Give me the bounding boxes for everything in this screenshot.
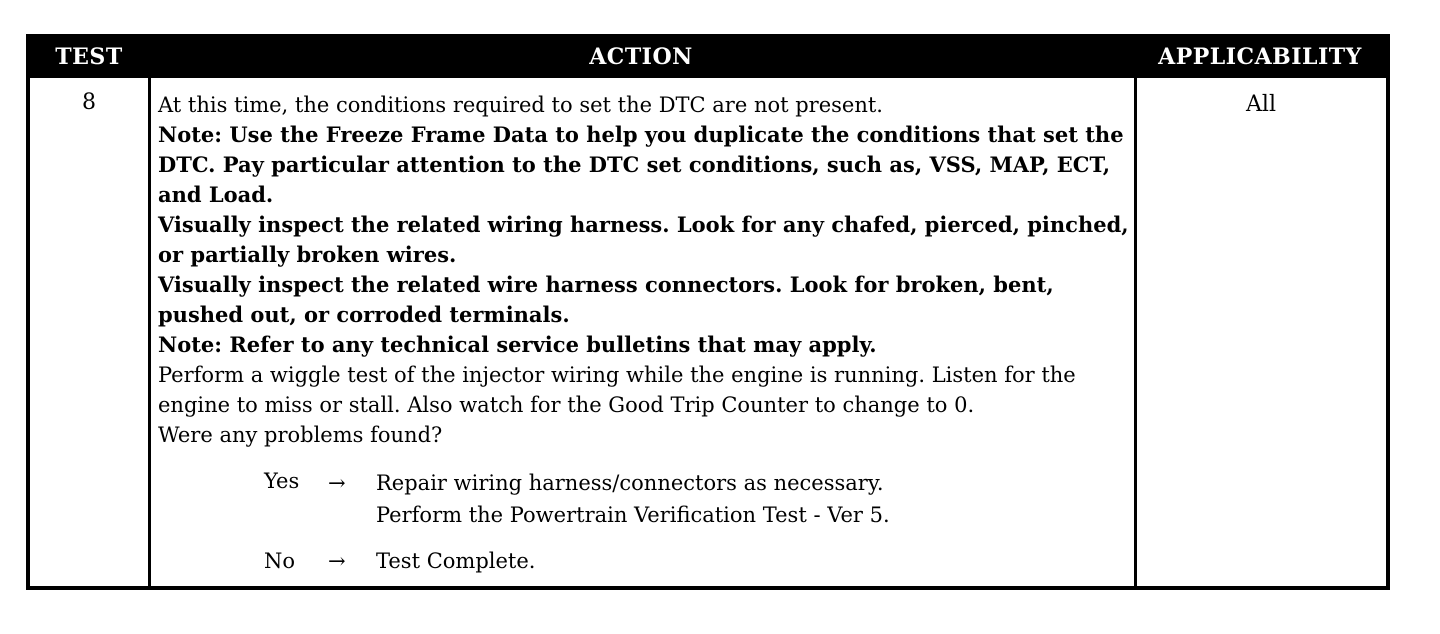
header-action: ACTION <box>589 44 693 70</box>
no-action-1: Test Complete. <box>376 549 536 573</box>
yes-action-2: Perform the Powertrain Verification Test - Ver 5. <box>376 503 890 527</box>
arrow-icon: → <box>328 471 346 495</box>
wiggle-test: Perform a wiggle test of the injector wiring while the engine is running. Listen for the engine to miss or stall. Also watch for the Good Trip Counter to change to 0. <box>158 363 1076 417</box>
no-label: No <box>264 549 296 573</box>
note-tsb: Note: Refer to any technical service bulletins that may apply. <box>158 332 877 357</box>
column-divider <box>148 78 151 586</box>
note-freeze-frame: Note: Use the Freeze Frame Data to help you duplicate the conditions that set the DTC. Pay particular attention to the DTC set conditions, such as, VSS, MAP, ECT, and Load. <box>158 122 1124 207</box>
arrow-icon: → <box>328 549 346 573</box>
column-divider <box>1134 78 1137 586</box>
action-paragraph: At this time, the conditions required to set the DTC are not present. <box>158 93 883 117</box>
yes-action-1: Repair wiring harness/connectors as necessary. <box>376 471 884 495</box>
header-applicability: APPLICABILITY <box>1158 44 1362 70</box>
yes-label: Yes <box>264 469 300 493</box>
table-header <box>30 38 1386 78</box>
test-number: 8 <box>82 90 96 115</box>
inspect-connectors: Visually inspect the related wire harness connectors. Look for broken, bent, pushed out, or corroded terminals. <box>158 272 1054 327</box>
inspect-wiring: Visually inspect the related wiring harness. Look for any chafed, pierced, pinched, or partially broken wires. <box>158 212 1129 267</box>
diagnostic-table <box>26 34 1390 590</box>
applicability-value: All <box>1246 92 1276 117</box>
question: Were any problems found? <box>158 423 443 447</box>
header-test: TEST <box>55 44 123 70</box>
action-text <box>158 90 1130 450</box>
